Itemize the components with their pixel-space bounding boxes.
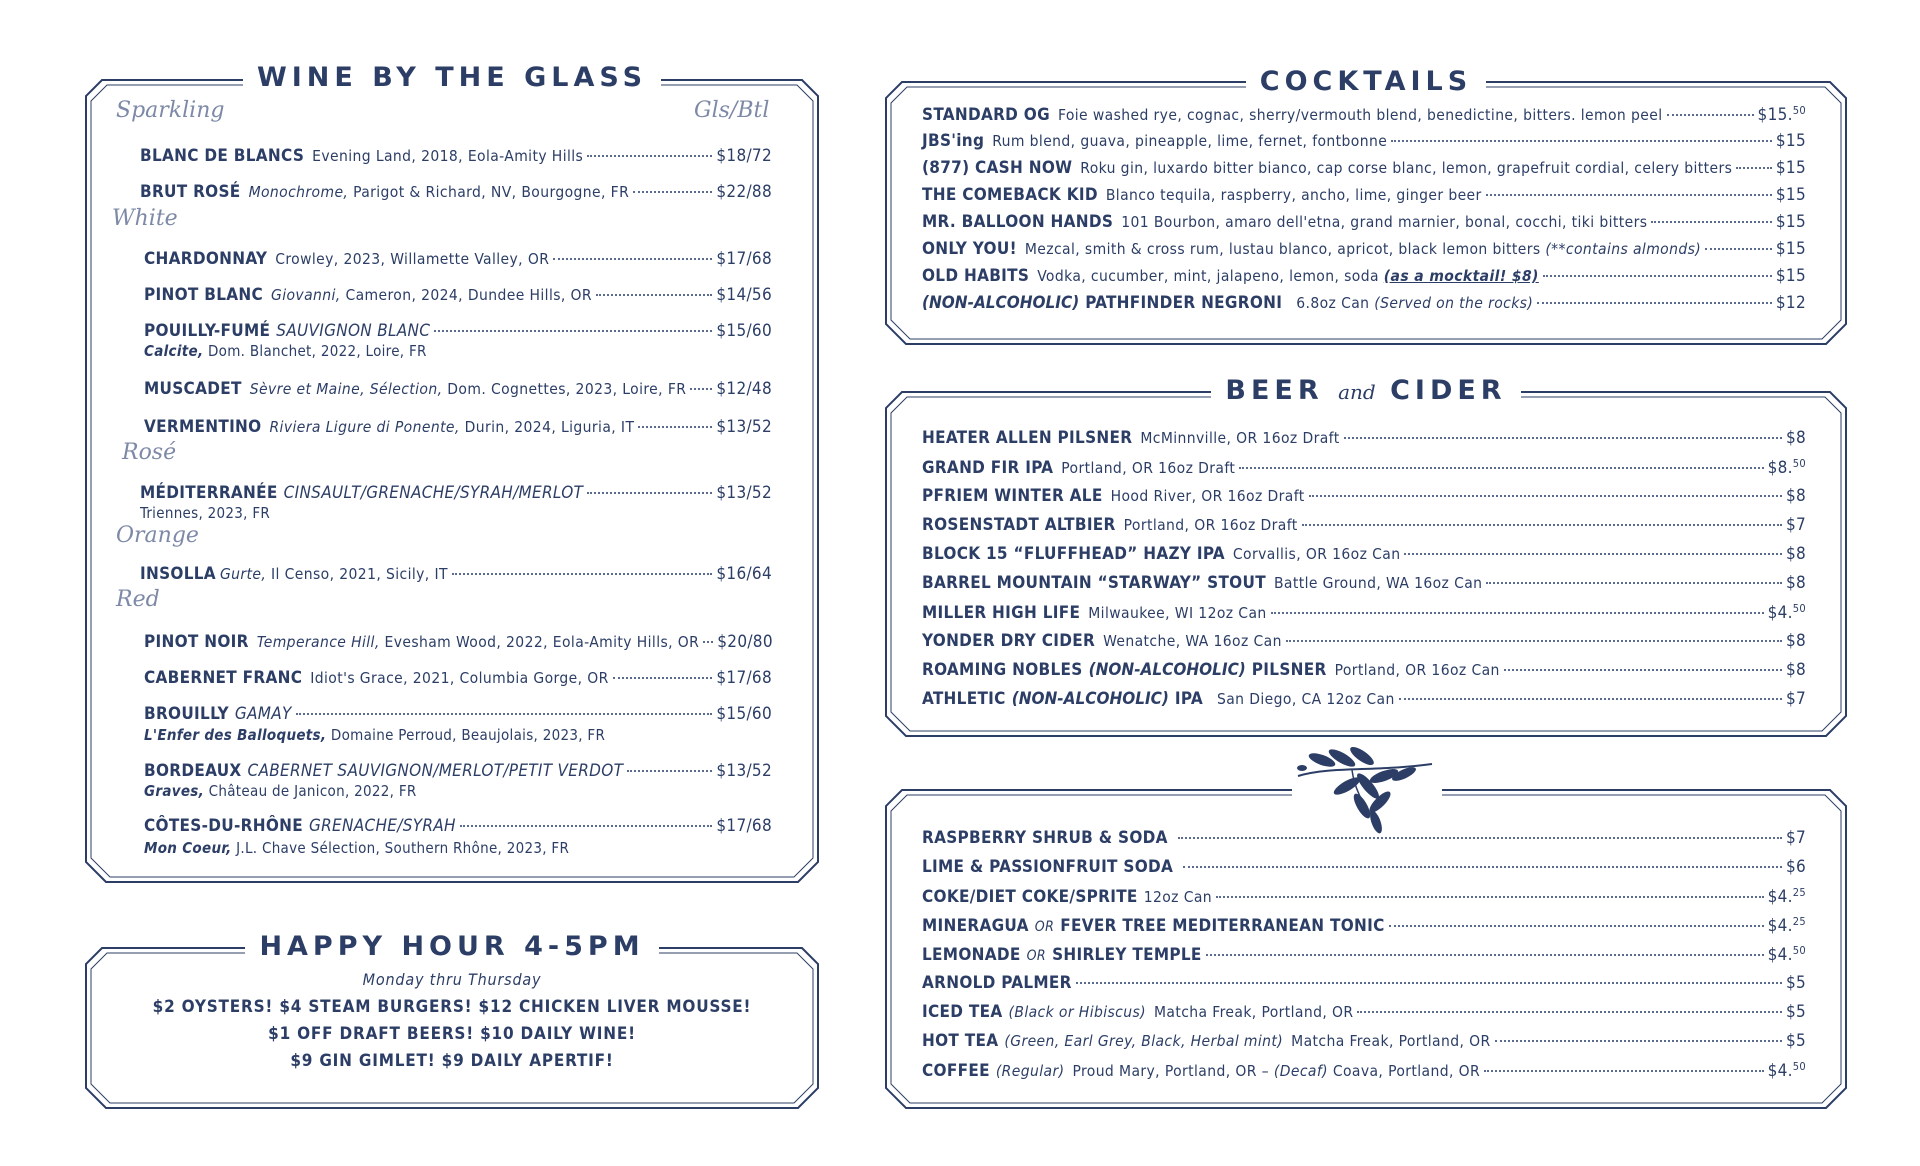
- happy-hour-days: Monday thru Thursday: [362, 970, 542, 989]
- beer-item: ROSENSTADT ALTBIER Portland, OR 16oz Draft $7: [922, 515, 1806, 535]
- soft-drink-item: HOT TEA (Green, Earl Grey, Black, Herbal mint) Matcha Freak, Portland, OR $5: [922, 1031, 1806, 1051]
- soft-drink-item: COFFEE (Regular) Proud Mary, Portland, OR – (Decaf) Coava, Portland, OR $4.50: [922, 1060, 1806, 1081]
- beer-title: BEER and CIDER: [882, 375, 1850, 406]
- happy-hour-line: $2 OYSTERS! $4 STEAM BURGERS! $12 CHICKEN LIVER MOUSSE!: [152, 997, 752, 1017]
- olive-branch-icon: [1292, 746, 1442, 836]
- soft-drink-item: ICED TEA (Black or Hibiscus) Matcha Freak, Portland, OR $5: [922, 1002, 1806, 1022]
- cocktail-item: JBS'ing Rum blend, guava, pineapple, lime, fernet, fontbonne $15: [922, 131, 1806, 151]
- beer-item: ROAMING NOBLES (NON-ALCOHOLIC) PILSNER Portland, OR 16oz Can $8: [922, 660, 1806, 680]
- beer-item: HEATER ALLEN PILSNER McMinnville, OR 16oz Draft $8: [922, 428, 1806, 448]
- soft-drink-item: LEMONADE OR SHIRLEY TEMPLE $4.50: [922, 944, 1806, 965]
- wine-item: CÔTES-DU-RHÔNE GRENACHE/SYRAH $17/68: [144, 816, 772, 836]
- wine-item: MÉDITERRANÉE CINSAULT/GRENACHE/SYRAH/MERLOT $13/52: [140, 483, 772, 503]
- wine-item: PINOT BLANC Giovanni, Cameron, 2024, Dundee Hills, OR $14/56: [144, 285, 772, 305]
- wine-item: PINOT NOIR Temperance Hill, Evesham Wood, 2022, Eola-Amity Hills, OR $20/80: [144, 632, 773, 652]
- soft-drink-item: RASPBERRY SHRUB & SODA $7: [922, 828, 1806, 848]
- wine-item-producer: L'Enfer des Balloquets, Domaine Perroud, Beaujolais, 2023, FR: [144, 726, 606, 744]
- cocktail-item: ONLY YOU! Mezcal, smith & cross rum, lustau blanco, apricot, black lemon bitters (**contains almonds) $15: [922, 239, 1806, 259]
- cocktail-item: OLD HABITS Vodka, cucumber, mint, jalapeno, lemon, soda (as a mocktail! $8) $15: [922, 266, 1806, 286]
- category-orange: Orange: [116, 523, 199, 548]
- wine-item: CABERNET FRANC Idiot's Grace, 2021, Columbia Gorge, OR $17/68: [144, 668, 772, 688]
- wine-item: BLANC DE BLANCS Evening Land, 2018, Eola-Amity Hills $18/72: [140, 146, 772, 166]
- wine-item: INSOLLA Gurte, Il Censo, 2021, Sicily, IT $16/64: [140, 564, 772, 584]
- cocktail-item: (877) CASH NOW Roku gin, luxardo bitter bianco, cap corse blanc, lemon, grapefruit cordial, celery bitters $15: [922, 158, 1806, 178]
- wine-panel: [82, 58, 822, 900]
- wine-title: WINE BY THE GLASS: [82, 62, 822, 93]
- wine-item: VERMENTINO Riviera Ligure di Ponente, Durin, 2024, Liguria, IT $13/52: [144, 417, 772, 437]
- wine-item: BROUILLY GAMAY $15/60: [144, 704, 772, 724]
- wine-item-producer: Graves, Château de Janicon, 2022, FR: [144, 782, 417, 800]
- wine-item-producer: Triennes, 2023, FR: [140, 504, 271, 522]
- wine-item: MUSCADET Sèvre et Maine, Sélection, Dom. Cognettes, 2023, Loire, FR $12/48: [144, 379, 772, 399]
- cocktails-title: COCKTAILS: [882, 66, 1850, 97]
- cocktail-item: (NON-ALCOHOLIC) PATHFINDER NEGRONI 6.8oz Can (Served on the rocks) $12: [922, 293, 1806, 313]
- cocktail-item: THE COMEBACK KID Blanco tequila, raspberry, ancho, lime, ginger beer $15: [922, 185, 1806, 205]
- cocktail-item: MR. BALLOON HANDS 101 Bourbon, amaro dell'etna, grand marnier, bonal, cocchi, tiki bitters $15: [922, 212, 1806, 232]
- soft-drink-item: ARNOLD PALMER $5: [922, 973, 1806, 993]
- soft-drinks-panel: [882, 770, 1850, 1110]
- category-sparkling: Sparkling: [116, 98, 225, 123]
- beer-item: YONDER DRY CIDER Wenatche, WA 16oz Can $8: [922, 631, 1806, 651]
- beer-item: BARREL MOUNTAIN “STARWAY” STOUT Battle Ground, WA 16oz Can $8: [922, 573, 1806, 593]
- wine-item-producer: Calcite, Dom. Blanchet, 2022, Loire, FR: [144, 342, 427, 360]
- wine-item-producer: Mon Coeur, J.L. Chave Sélection, Southern Rhône, 2023, FR: [144, 839, 570, 857]
- wine-item: CHARDONNAY Crowley, 2023, Willamette Valley, OR $17/68: [144, 249, 772, 269]
- wine-item: BORDEAUX CABERNET SAUVIGNON/MERLOT/PETIT VERDOT $13/52: [144, 761, 772, 781]
- beer-item: PFRIEM WINTER ALE Hood River, OR 16oz Draft $8: [922, 486, 1806, 506]
- soft-drink-item: MINERAGUA OR FEVER TREE MEDITERRANEAN TONIC $4.25: [922, 915, 1806, 936]
- happy-hour-line: $1 OFF DRAFT BEERS! $10 DAILY WINE!: [268, 1024, 636, 1044]
- beer-item: GRAND FIR IPA Portland, OR 16oz Draft $8.50: [922, 457, 1806, 478]
- category-rose: Rosé: [122, 440, 177, 465]
- beer-item: BLOCK 15 “FLUFFHEAD” HAZY IPA Corvallis, OR 16oz Can $8: [922, 544, 1806, 564]
- beer-item: MILLER HIGH LIFE Milwaukee, WI 12oz Can $4.50: [922, 602, 1806, 623]
- glass-bottle-label: Gls/Btl: [694, 98, 770, 123]
- soft-drink-item: LIME & PASSIONFRUIT SODA $6: [922, 857, 1806, 877]
- wine-item: POUILLY-FUMÉ SAUVIGNON BLANC $15/60: [144, 321, 772, 341]
- happy-hour-line: $9 GIN GIMLET! $9 DAILY APERTIF!: [290, 1051, 614, 1071]
- cocktails-panel: [882, 62, 1850, 346]
- soft-drink-item: COKE/DIET COKE/SPRITE 12oz Can $4.25: [922, 886, 1806, 907]
- category-red: Red: [116, 587, 160, 612]
- beer-panel: [882, 372, 1850, 738]
- happy-hour-title: HAPPY HOUR 4-5PM: [82, 931, 822, 962]
- category-white: White: [112, 206, 178, 231]
- wine-item: BRUT ROSÉ Monochrome, Parigot & Richard, NV, Bourgogne, FR $22/88: [140, 182, 772, 202]
- happy-hour-panel: [82, 928, 822, 1110]
- beer-item: ATHLETIC (NON-ALCOHOLIC) IPA San Diego, CA 12oz Can $7: [922, 689, 1806, 709]
- cocktail-item: STANDARD OG Foie washed rye, cognac, sherry/vermouth blend, benedictine, bitters. lemon peel $15.50: [922, 104, 1806, 125]
